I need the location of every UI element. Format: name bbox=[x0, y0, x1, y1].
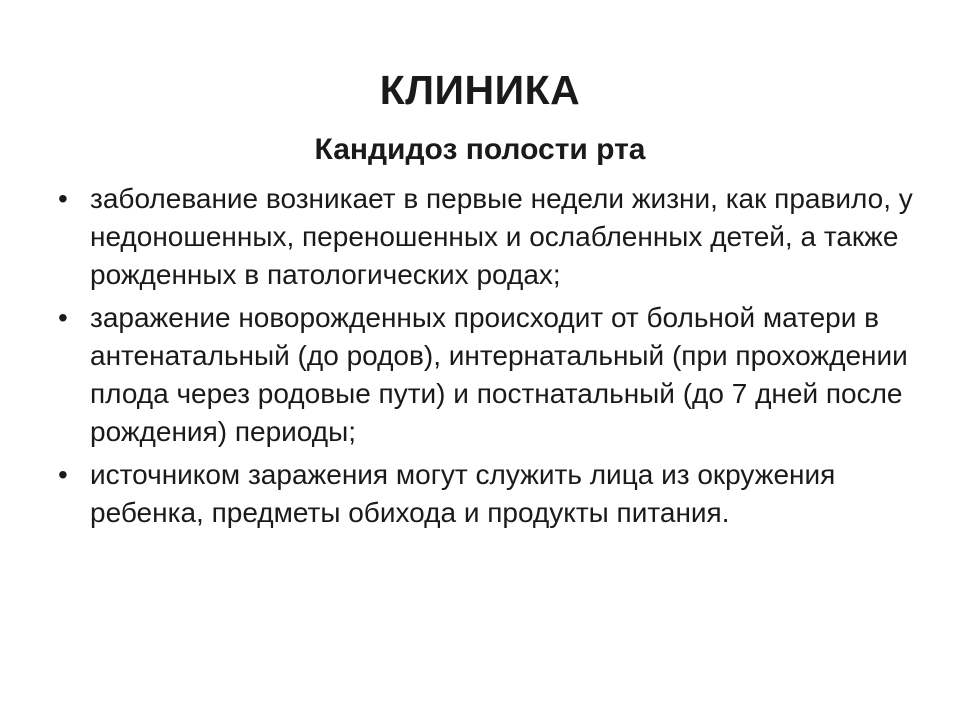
slide-subtitle: Кандидоз полости рта bbox=[314, 133, 646, 166]
bullet-item bbox=[56, 299, 916, 451]
bullet-list bbox=[56, 180, 916, 537]
bullet-text: заболевание возникает в первые недели жизни, как правило, у недоношенных, переношенных и ослабленных детей, а также рожденных в патологических родах; bbox=[90, 183, 913, 290]
bullet-dot-icon: • bbox=[58, 459, 68, 490]
bullet-text: источником заражения могут служить лица из окружения ребенка, предметы обихода и продукты питания. bbox=[90, 459, 836, 528]
bullet-dot-icon: • bbox=[58, 302, 68, 333]
bullet-text: заражение новорожденных происходит от больной матери в антенатальный (до родов), интернатальный (при прохождении плода через родовые пути) и постнатальный (до 7 дней после рождения) периоды; bbox=[90, 302, 908, 447]
bullet-dot-icon: • bbox=[58, 183, 68, 214]
bullet-item bbox=[56, 456, 916, 532]
slide-title: КЛИНИКА bbox=[379, 67, 581, 113]
bullet-item bbox=[56, 180, 916, 294]
